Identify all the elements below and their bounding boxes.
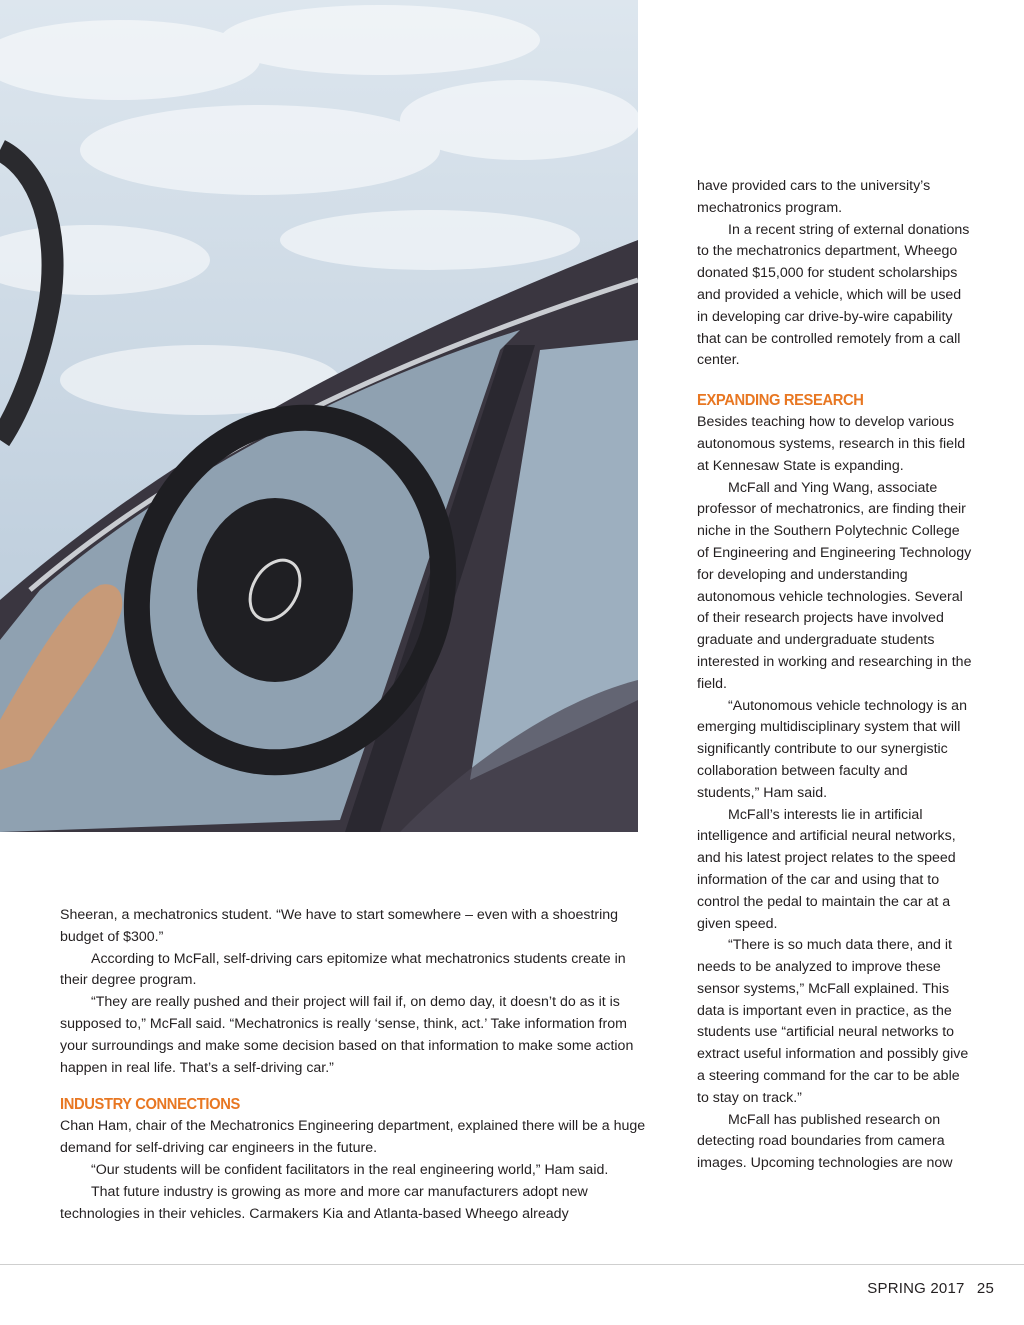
body-paragraph: Besides teaching how to develop various autonomous systems, research in this field at Kennesaw State is expanding. [697, 414, 966, 474]
body-paragraph: Chan Ham, chair of the Mechatronics Engineering department, explained there will be a huge demand for self-driving car engineers in the future. [60, 1118, 646, 1157]
body-paragraph: That future industry is growing as more and more car manufacturers adopt new technologies in their vehicles. Carmakers Kia and Atlanta-based Wheego already [60, 1183, 588, 1222]
section-heading: INDUSTRY CONNECTIONS [60, 1096, 240, 1114]
article-photo [0, 0, 638, 832]
car-photo-illustration [0, 0, 638, 832]
body-paragraph: McFall’s interests lie in artificial intelligence and artificial neural networks, and his latest project relates to the speed information of the car and using that to control the pedal to maintain the car at a given speed. [697, 806, 956, 932]
footer-divider [0, 1264, 1024, 1265]
body-paragraph: Sheeran, a mechatronics student. “We have to start somewhere – even with a shoestring budget of $300.” [60, 907, 619, 945]
body-paragraph: McFall has published research on detecting road boundaries from camera images. Upcoming technologies are now [697, 1111, 953, 1172]
body-paragraph: “Autonomous vehicle technology is an emerging multidisciplinary system that will significantly contribute to our synergistic collaboration between faculty and students,” Ham said. [697, 697, 967, 801]
body-paragraph: have provided cars to the university’s mechatronics program. [697, 178, 931, 216]
body-paragraph: McFall and Ying Wang, associate professor of mechatronics, are finding their niche in the Southern Polytechnic College of Engineering and Engineering Technology for developing and understanding autonomous vehicle technologies. Several of their research projects have involved graduate and undergraduate students interested in working and researching in the field. [697, 479, 972, 692]
body-paragraph: “They are really pushed and their project will fail if, on demo day, it doesn’t do as it is supposed to,” McFall said. “Mechatronics is really ‘sense, think, act.’ Take information from your surroundings and make some decision based on that information to make some action happen in real life. That’s a self-driving car.” [60, 994, 634, 1076]
page-footer [867, 1280, 994, 1297]
page-number: 25 [976, 1280, 994, 1297]
section-heading: EXPANDING RESEARCH [697, 392, 864, 410]
body-paragraph: According to McFall, self-driving cars epitomize what mechatronics students create in their degree program. [60, 950, 626, 989]
body-paragraph: In a recent string of external donations to the mechatronics department, Wheego donated $15,000 for student scholarships and provided a vehicle, which will be used in developing car drive-by-wire capability that can be controlled remotely from a call center. [697, 221, 970, 369]
right-column [697, 176, 973, 1175]
body-paragraph: “There is so much data there, and it needs to be analyzed to improve these sensor systems,” McFall explained. This data is important even in practice, as the students use “artificial neural networks to extract useful information and possibly give a steering command for the car to be able to stay on track.” [697, 937, 969, 1106]
body-paragraph: “Our students will be confident facilitators in the real engineering world,” Ham said. [91, 1161, 609, 1178]
issue-label: SPRING 2017 [867, 1280, 965, 1297]
left-column [60, 905, 650, 1225]
